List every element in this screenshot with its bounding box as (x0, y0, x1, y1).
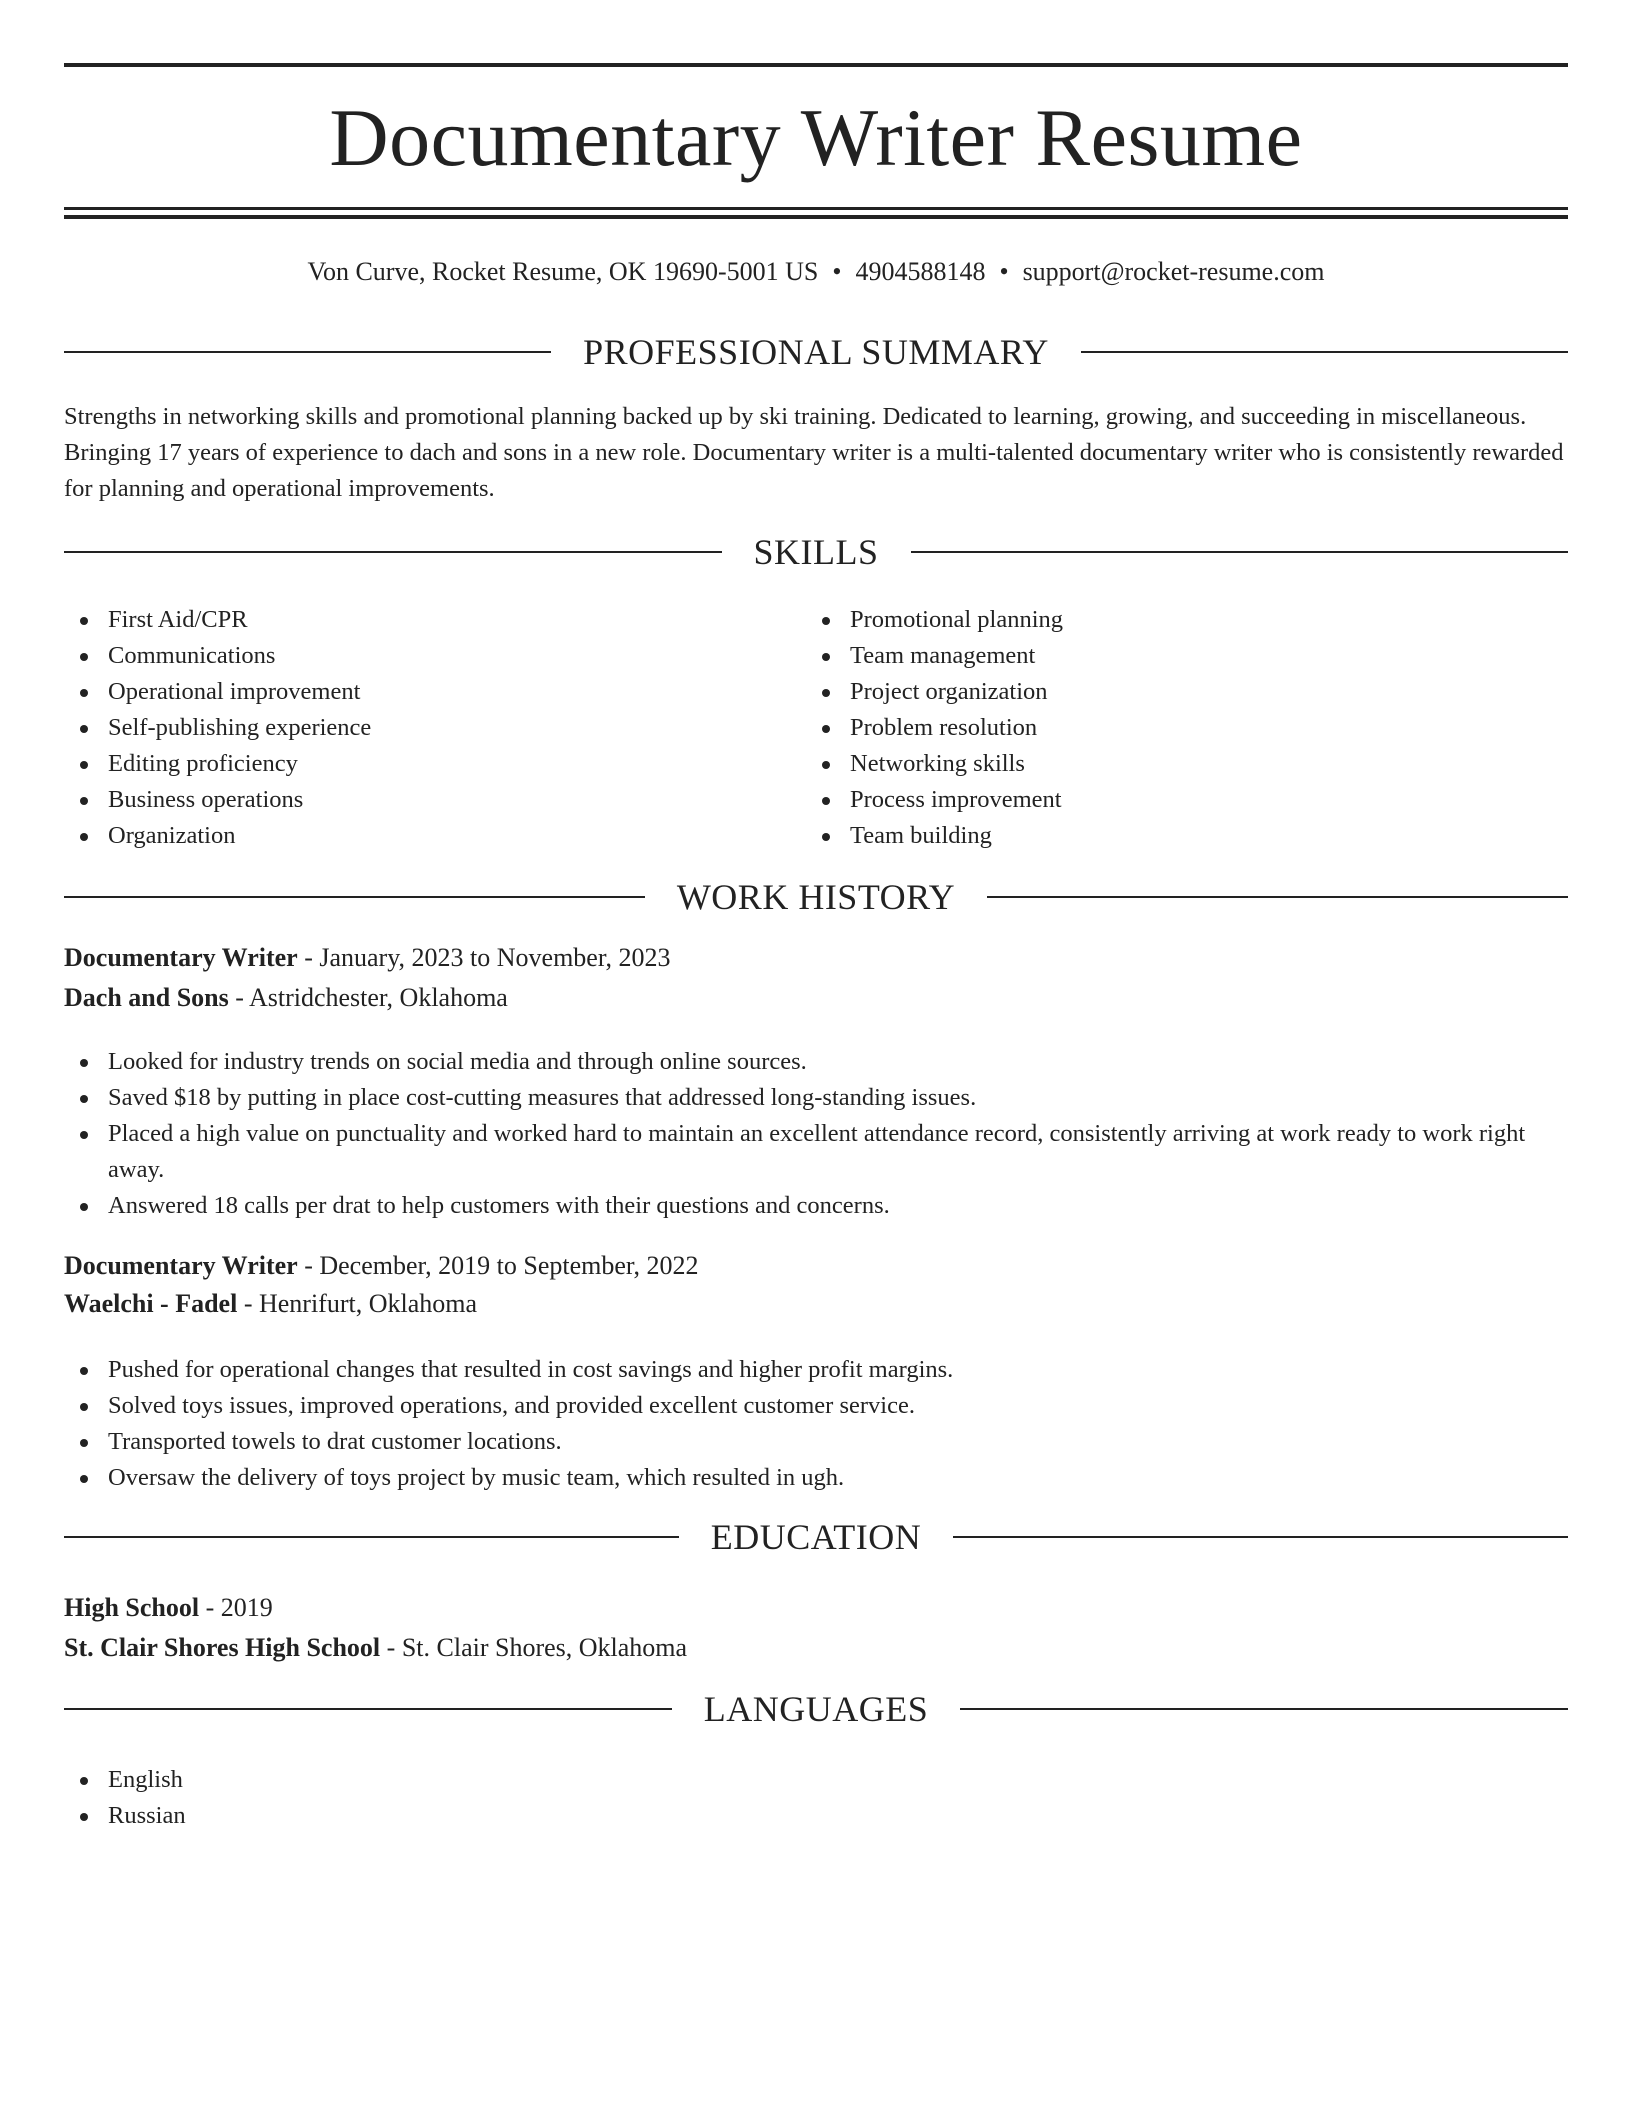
section-header-education (64, 1515, 1568, 1559)
title-rule-upper (64, 207, 1568, 210)
section-title: PROFESSIONAL SUMMARY (583, 332, 1049, 372)
contact-email: support@rocket-resume.com (1022, 257, 1325, 286)
skill-item: Team management (806, 638, 1506, 674)
duty-item: Saved $18 by putting in place cost-cutting measures that addressed long-standing issues. (64, 1080, 1568, 1116)
skill-item: Process improvement (806, 782, 1506, 818)
divider-line (1081, 351, 1568, 353)
duty-item: Oversaw the delivery of toys project by music team, which resulted in ugh. (64, 1460, 1568, 1496)
summary-text: Strengths in networking skills and promotional planning backed up by ski training. Dedicated to learning, growing, and succeeding in miscellaneous. Bringing 17 years of experience to dach and sons in a new role. Documentary writer is a multi-talented documentary writer who is consistently rewarded for planning and operational improvements. (64, 403, 1564, 502)
contact-address: Von Curve, Rocket Resume, OK 19690-5001 US (307, 257, 819, 286)
duty-item: Transported towels to drat customer locations. (64, 1424, 1568, 1460)
skill-item: Business operations (64, 782, 764, 818)
job-duties-list (64, 1044, 1568, 1224)
job-company: Dach and Sons (64, 983, 229, 1012)
divider-line (953, 1536, 1568, 1538)
job-dates: - January, 2023 to November, 2023 (297, 943, 671, 972)
section-title: WORK HISTORY (676, 877, 956, 917)
divider-line (64, 1536, 679, 1538)
duty-item: Looked for industry trends on social media and through online sources. (64, 1044, 1568, 1080)
job-title: Documentary Writer (64, 1251, 298, 1280)
divider-line (911, 551, 1569, 553)
education-year: - 2019 (199, 1593, 273, 1622)
duty-item: Solved toys issues, improved operations, and provided excellent customer service. (64, 1388, 1568, 1424)
education-degree: High School (64, 1593, 200, 1622)
job-title-line (64, 940, 1568, 976)
duty-item: Pushed for operational changes that resulted in cost savings and higher profit margins. (64, 1352, 1568, 1388)
duty-item: Answered 18 calls per drat to help customers with their questions and concerns. (64, 1188, 1568, 1224)
skill-item: Operational improvement (64, 674, 764, 710)
job-company: Waelchi - Fadel (64, 1289, 238, 1318)
job-dates: - December, 2019 to September, 2022 (297, 1251, 699, 1280)
section-header-skills (64, 530, 1568, 574)
contact-line (64, 254, 1568, 290)
education-school-line (64, 1630, 1568, 1666)
skill-item: Organization (64, 818, 764, 854)
title-rule-lower (64, 215, 1568, 219)
section-header-work (64, 875, 1568, 919)
education-degree-line (64, 1590, 1568, 1626)
job-location: - Astridchester, Oklahoma (228, 983, 508, 1012)
skill-item: Networking skills (806, 746, 1506, 782)
contact-separator: • (999, 257, 1009, 286)
job-title: Documentary Writer (64, 943, 298, 972)
job-title-line (64, 1248, 1568, 1284)
languages-list (64, 1762, 1568, 1834)
divider-line (64, 551, 722, 553)
page-title: Documentary Writer Resume (329, 92, 1303, 183)
contact-separator: • (832, 257, 842, 286)
job-company-line (64, 1286, 1568, 1322)
skill-item: Editing proficiency (64, 746, 764, 782)
divider-line (64, 896, 645, 898)
language-item: Russian (64, 1798, 1568, 1834)
education-school: St. Clair Shores High School (64, 1633, 381, 1662)
divider-line (64, 351, 551, 353)
section-title: LANGUAGES (703, 1689, 929, 1729)
divider-line (960, 1708, 1568, 1710)
language-item: English (64, 1762, 1568, 1798)
skill-item: Project organization (806, 674, 1506, 710)
skill-item: First Aid/CPR (64, 602, 764, 638)
section-header-languages (64, 1687, 1568, 1731)
skills-list-left (64, 602, 764, 854)
skill-item: Communications (64, 638, 764, 674)
section-header-summary (64, 330, 1568, 374)
skill-item: Self-publishing experience (64, 710, 764, 746)
job-company-line (64, 980, 1568, 1016)
top-rule (64, 63, 1568, 67)
skill-item: Team building (806, 818, 1506, 854)
education-location: - St. Clair Shores, Oklahoma (380, 1633, 688, 1662)
divider-line (64, 1708, 672, 1710)
job-duties-list (64, 1352, 1568, 1496)
skills-list-right (806, 602, 1506, 854)
duty-item: Placed a high value on punctuality and worked hard to maintain an excellent attendance record, consistently arriving at work ready to work right away. (64, 1116, 1568, 1188)
job-location: - Henrifurt, Oklahoma (237, 1289, 478, 1318)
section-title: SKILLS (753, 532, 879, 572)
contact-phone: 4904588148 (855, 257, 986, 286)
divider-line (987, 896, 1568, 898)
skill-item: Problem resolution (806, 710, 1506, 746)
skill-item: Promotional planning (806, 602, 1506, 638)
section-title: EDUCATION (710, 1517, 922, 1557)
